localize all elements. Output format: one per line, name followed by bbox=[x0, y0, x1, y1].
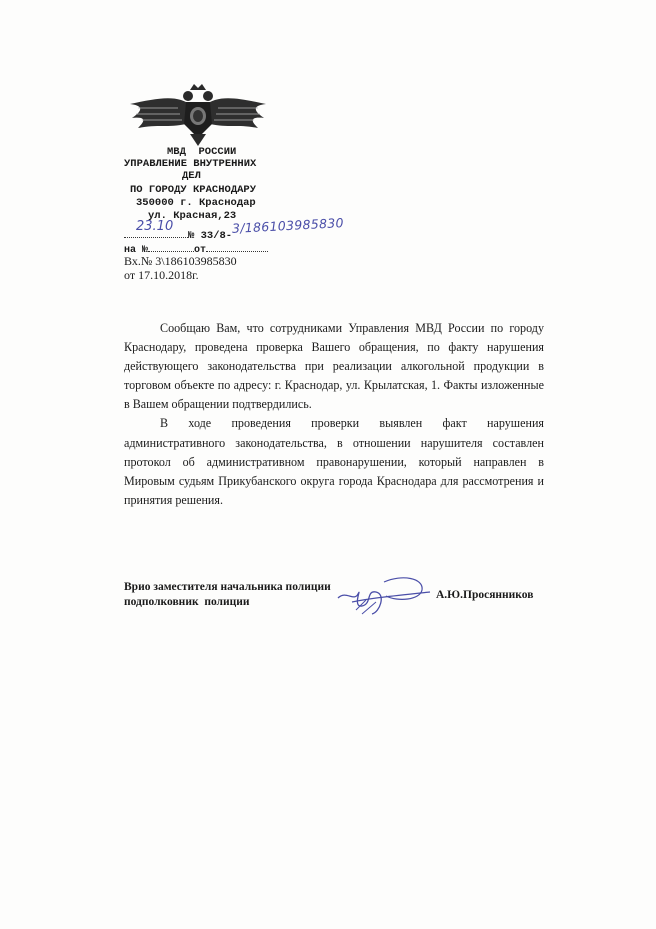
incoming-number: Вх.№ 3\186103985830 bbox=[124, 254, 237, 268]
signatory-title-line-2: подполковник полиции bbox=[124, 596, 250, 608]
incoming-date: от 17.10.2018г. bbox=[124, 268, 199, 282]
header-line-dela: ДЕЛ bbox=[182, 170, 201, 182]
header-line-city: ПО ГОРОДУ КРАСНОДАРУ bbox=[130, 184, 257, 196]
outgoing-number-prefix: № 33/8- bbox=[188, 230, 233, 242]
handwritten-signature-icon bbox=[332, 572, 436, 620]
na-label: на № bbox=[124, 245, 149, 256]
eagle-emblem-icon bbox=[128, 84, 268, 146]
header-line-ministry: МВД РОССИИ bbox=[167, 146, 237, 158]
signatory-title-line-1: Врио заместителя начальника полиции bbox=[124, 581, 331, 593]
signatory-name: А.Ю.Просянников bbox=[436, 589, 534, 601]
signatory-title bbox=[124, 580, 331, 610]
header-line-street: ул. Красная,23 bbox=[148, 210, 237, 222]
handwritten-date: 23.10 bbox=[136, 219, 174, 234]
header-line-department: УПРАВЛЕНИЕ ВНУТРЕННИХ bbox=[124, 158, 257, 170]
body-paragraph-1: Сообщаю Вам, что сотрудниками Управления МВД России по городу Краснодару, проведена проверка Вашего обращения, по факту нарушения действующего законодательства при реализации алкогольной продукции в торговом объекте по адресу: г. Краснодар, ул. Крылатская, 1. Факты изложенные в Вашем обращении подтвердились. bbox=[124, 321, 544, 412]
handwritten-number: 3/186103985830 bbox=[231, 215, 345, 236]
ot-label: от bbox=[194, 245, 207, 256]
body-paragraph-2: В ходе проведения проверки выявлен факт нарушения административного законодательства, в отношении нарушителя составлен протокол об административном правонарушении, который направлен в Мировым судьям Прикубанского округа города Краснодара для рассмотрения и принятия решения. bbox=[124, 416, 544, 507]
header-line-postcode: 350000 г. Краснодар bbox=[136, 197, 256, 209]
letter-body bbox=[124, 319, 544, 510]
